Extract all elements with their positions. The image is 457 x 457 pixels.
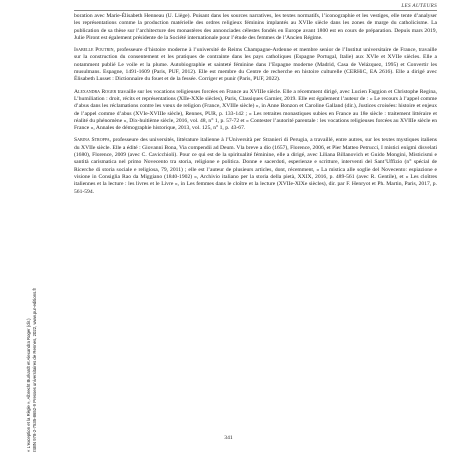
bio-paragraph-stroppa bbox=[74, 137, 437, 195]
credit-line-isbn: ISBN 978-2-7535-8652-9 Presses universitaires de Rennes, 2022, www.pur-editions.fr bbox=[31, 287, 37, 452]
bio-paragraph-roger bbox=[74, 89, 437, 133]
bio-paragraph-piront bbox=[74, 13, 437, 42]
bio-text: travaille sur les vocations religieuses forcées en France au XVIIIe siècle. Elle a récemment dirigé, avec Lucien Faggion et Christophe Regina, L’humiliation : droit, récits et représentations (XIIe-XXIe siècles), Paris, Classiques Garnier, 2019. Elle est également l’auteur de : « Le recours à l’appel comme d’abus dans les réclamations contre les vœux de religion (France, XVIIIe siècle) », in Anne Bonzon et Caroline Galland (dir.), Justices croisées: histoire et enjeux de l’appel comme d’abus (XVIe-XVIIIe siècle), Rennes, PUR, p. 133-142 ; « Les retraites monastiques subies en France au 18e siècle : traitement littéraire et réalité du phénomène », Dix-huitième siècle, 2016, vol. 48, n° 1, p. 57-72 et « Contester l’autorité parentale : les vocations religieuses forcées au XVIIIe siècle en France », Annales de démographie historique, 2013, vol. 125, n° 1, p. 43-67. bbox=[74, 88, 437, 132]
bio-text: boration avec Marie-Élisabeth Henneau (U. Liège). Puisant dans les sources narratives, les textes normatifs, l’iconographie et les vestiges, elle tente d’analyser les représentations comme la production matérielle des ordres religieux féminins implantés au XVIIe siècle dans les zones de marge du catholicisme. La publication de sa thèse sur l’architecture des monastères des annonciades célestes fondés en Europe avant 1800 est en cours de préparation. Depuis mars 2019, Julie Piront est également présidente de la Société internationale pour l’étude des femmes de l’Ancien Régime. bbox=[74, 13, 437, 41]
running-head: LES AUTEURS bbox=[401, 3, 437, 9]
author-name: Isabelle Poutrin bbox=[74, 47, 114, 54]
header-rule bbox=[74, 10, 437, 11]
bio-text: , professeure d’histoire moderne à l’université de Reims Champagne-Ardenne et membre senior de l’Institut universitaire de France, travaille sur la construction du consentement et les pratiques de contrainte dans les pays catholiques (Espagne Portugal, Italie) aux XVIe et XVIIe siècles. Elle a notamment publié Le voile et la plume. Autobiographie et sainteté féminine dans l’Espagne moderne (Madrid, Casa de Velázquez, 1995) et Convertir les musulmans. Espagne, 1491-1609 (Paris, PUF, 2012). Elle est membre du Centre de recherche en histoire culturelle (CERHiC, EA 2616). Elle a dirigé avec Élisabeth Lusset : Dictionnaire du fouet et de la fessée. Corriger et punir (Paris, PUF, 2022). bbox=[74, 47, 438, 83]
side-credit bbox=[26, 288, 37, 452]
credit-line-title: « L’exception et la Règle », Albrecht Burkardt et Alexandra Roger (dir.) bbox=[26, 318, 31, 452]
author-name: Alexandra Roger bbox=[74, 88, 117, 95]
bio-text: , professeure des universités, littérature italienne à l’Università per Stranieri di Perugia, a travaillé, entre autres, sur les textes mystiques italiens du XVIIe siècle. Elle a édité : Giovanni Bona, Via compendii ad Deum. Vla breve a dio (1657), Florence, 2006, et Pier Matteo Petrucci, I mistici enigmi disvelati (1680), Florence, 2009 (avec C. Cavicchioli). Pour ce qui est de la spiritualité féminine, elle a dirigé, avec Liliana Billanovich et Guido Mongini, Misticismi e santità carismatica nel primo Novecento tra storia, religione e politica. Donne e sacerdoti, esperienze e scritture, interventi del Sant’Uffizio (n° spécial de Ricerche di storia sociale e religiosa, 79, 2011) ; elle est l’auteur de plusieurs articles, dont, récemment, « La mistica alle soglie del Novecento: espiazione e visione in Consiglia Rao da Miggiano (1840-1902) », Archivio italiano per la storia della pietà, XXIX, 2016, p. 489-561 (avec R. Gentile), et « Les cloîtres italiennes et la lecture : les livres et le Livre », in Les femmes dans le cloître et la lecture (XVIIe-XIXe siècles), dir. par F. Henryot et Ph. Martin, Paris, 2017, p. 561-594. bbox=[74, 137, 437, 195]
author-name: Sabina Stroppa bbox=[74, 137, 110, 144]
bio-paragraph-poutrin bbox=[74, 47, 437, 83]
authors-text-block bbox=[74, 13, 437, 201]
page-number: 341 bbox=[224, 435, 233, 441]
